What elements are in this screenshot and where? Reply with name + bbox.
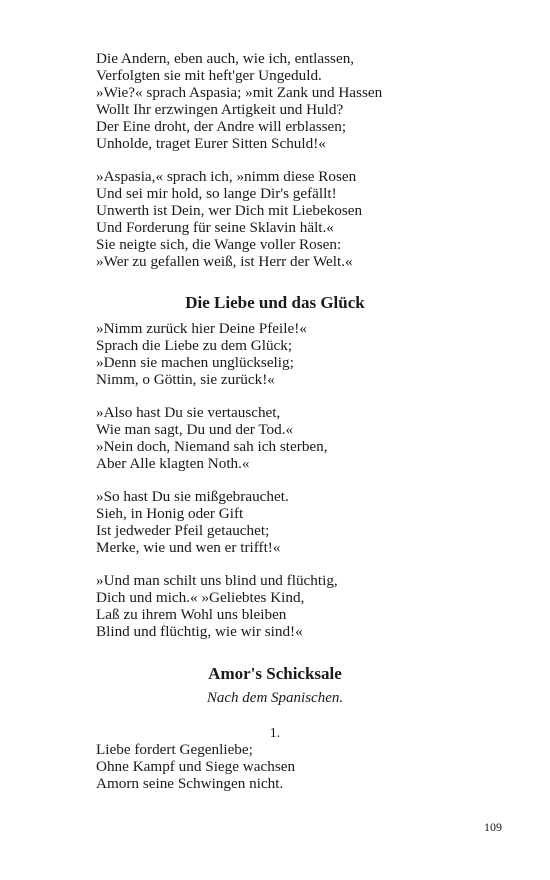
verse-line: Sie neigte sich, die Wange voller Rosen: — [96, 236, 342, 253]
stanza-6 — [96, 572, 516, 640]
verse-line: Blind und flüchtig, wie wir sind!« — [96, 623, 303, 640]
verse-line: »So hast Du sie mißgebrauchet. — [96, 488, 289, 505]
verse-line: »Nein doch, Niemand sah ich sterben, — [96, 438, 328, 455]
verse-line: Sprach die Liebe zu dem Glück; — [96, 337, 293, 354]
verse-line: Aber Alle klagten Noth.« — [96, 455, 250, 472]
verse-line: Die Andern, eben auch, wie ich, entlassen, — [96, 50, 355, 67]
verse-line: Nimm, o Göttin, sie zurück!« — [96, 371, 275, 388]
verse-line: »Nimm zurück hier Deine Pfeile!« — [96, 320, 307, 337]
stanza-1 — [96, 50, 516, 152]
verse-line: Sieh, in Honig oder Gift — [96, 505, 244, 522]
section-number: 1. — [269, 726, 281, 741]
verse-line: »Und man schilt uns blind und flüchtig, — [96, 572, 338, 589]
poem-title-die-liebe-und-das-glueck: Die Liebe und das Glück — [185, 293, 365, 312]
verse-line: Dich und mich.« »Geliebtes Kind, — [96, 589, 305, 606]
verse-line: Laß zu ihrem Wohl uns bleiben — [96, 606, 287, 623]
verse-line: Liebe fordert Gegenliebe; — [96, 741, 253, 758]
verse-line: Amorn seine Schwingen nicht. — [96, 775, 284, 792]
verse-line: Und Forderung für seine Sklavin hält.« — [96, 219, 334, 236]
verse-line: Merke, wie und wen er trifft!« — [96, 539, 281, 556]
verse-line: Unholde, traget Eurer Sitten Schuld!« — [96, 135, 326, 152]
stanza-4 — [96, 404, 516, 472]
verse-line: »Denn sie machen unglückselig; — [96, 354, 294, 371]
verse-line: Ohne Kampf und Siege wachsen — [96, 758, 296, 775]
verse-line: »Aspasia,« sprach ich, »nimm diese Rosen — [96, 168, 357, 185]
verse-line: Unwerth ist Dein, wer Dich mit Liebekosen — [96, 202, 363, 219]
verse-line: Wie man sagt, Du und der Tod.« — [96, 421, 294, 438]
verse-line: Ist jedweder Pfeil getauchet; — [96, 522, 270, 539]
verse-line: »Wie?« sprach Aspasia; »mit Zank und Hassen — [96, 84, 383, 101]
verse-line: »Also hast Du sie vertauschet, — [96, 404, 281, 421]
page-number: 109 — [484, 820, 502, 834]
verse-line: Verfolgten sie mit heft'ger Ungeduld. — [96, 67, 322, 84]
verse-line: Wollt Ihr erzwingen Artigkeit und Huld? — [96, 101, 344, 118]
stanza-7 — [96, 741, 516, 792]
poem-title-amors-schicksale: Amor's Schicksale — [208, 664, 342, 683]
stanza-2 — [96, 168, 516, 270]
stanza-3 — [96, 320, 516, 388]
verse-line: Und sei mir hold, so lange Dir's gefällt! — [96, 185, 337, 202]
verse-line: »Wer zu gefallen weiß, ist Herr der Welt.« — [96, 253, 353, 270]
verse-line: Der Eine droht, der Andre will erblassen; — [96, 118, 347, 135]
stanza-5 — [96, 488, 516, 556]
poem-subtitle: Nach dem Spanischen. — [206, 690, 344, 706]
